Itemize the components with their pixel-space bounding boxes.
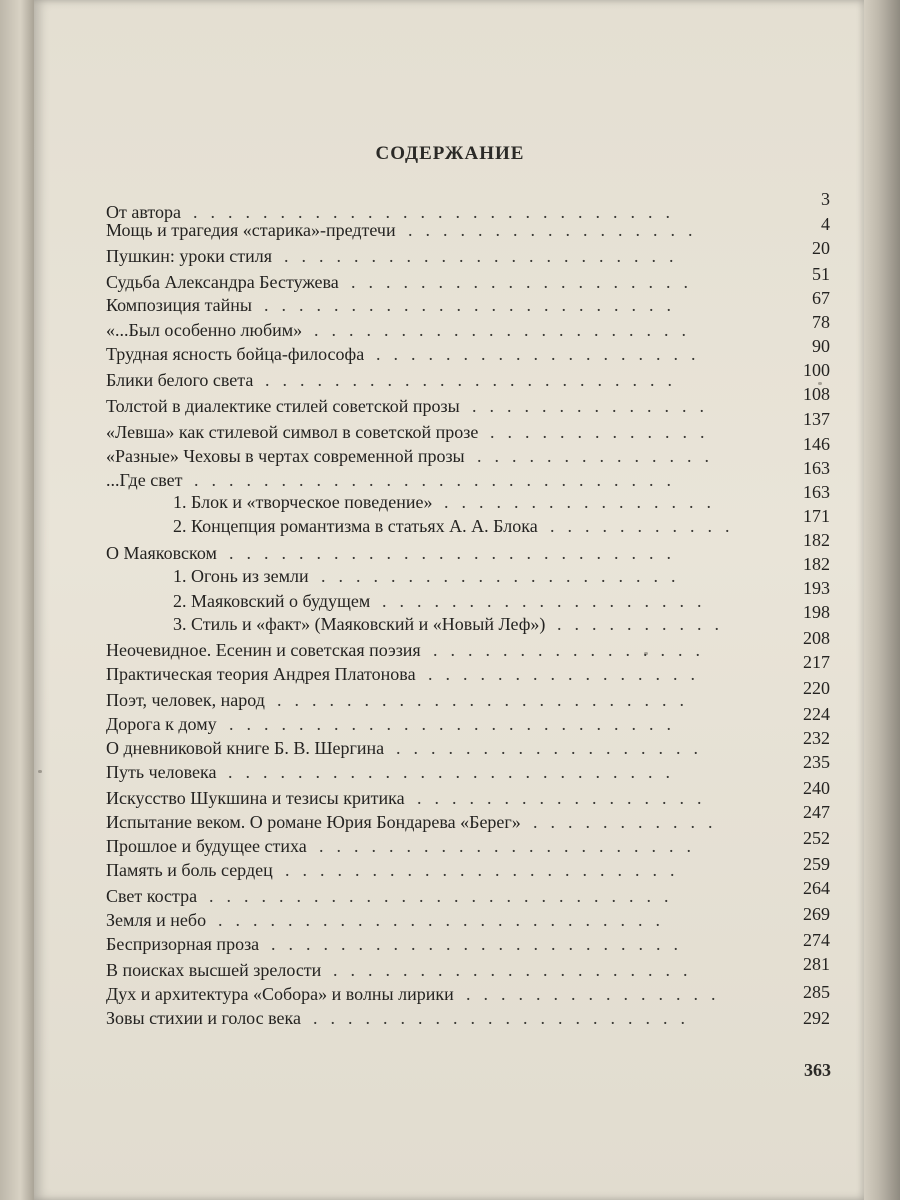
leader-dots: .............. xyxy=(472,396,717,416)
toc-entry-title: Земля и небо xyxy=(106,910,207,930)
leader-dots: ............. xyxy=(490,422,718,442)
toc-entry-page: 224 xyxy=(803,704,830,724)
toc-entry-title: Поэт, человек, народ xyxy=(106,690,265,710)
toc-entry xyxy=(106,728,830,760)
toc-entry-page: 163 xyxy=(803,482,830,502)
toc-entry-title: Испытание веком. О романе Юрия Бондарева «Берег» xyxy=(106,812,521,832)
toc-entry xyxy=(106,954,830,982)
toc-entry-title: 1. Огонь из земли xyxy=(173,566,309,586)
toc-entry-title: Судьба Александра Бестужева xyxy=(106,272,339,292)
toc-entry-title: Свет костра xyxy=(106,886,198,906)
toc-entry-title: 1. Блок и «творческое поведение» xyxy=(173,492,433,512)
toc-entry xyxy=(106,932,830,956)
toc-entry xyxy=(106,409,830,444)
toc-entry-page: 274 xyxy=(803,930,830,950)
toc-entry-title: Неочевидное. Есенин и советская поэзия xyxy=(106,640,421,660)
toc-entry-page: 100 xyxy=(803,360,830,380)
toc-entry xyxy=(106,554,830,588)
leader-dots: ........................ xyxy=(265,370,685,390)
toc-entry xyxy=(106,482,830,514)
toc-entry-title: 3. Стиль и «факт» (Маяковский и «Новый Леф») xyxy=(173,614,546,634)
left-page-edge xyxy=(0,0,34,1200)
toc-entry xyxy=(106,652,830,686)
toc-entry xyxy=(106,1006,830,1030)
toc-entry-page: 292 xyxy=(803,1008,830,1028)
toc-entry-title: Толстой в диалектике стилей советской прозы xyxy=(106,396,460,416)
toc-entry-title: О дневниковой книге Б. В. Шергина xyxy=(106,738,385,758)
toc-entry-page: 217 xyxy=(803,652,830,672)
leader-dots: .......................... xyxy=(228,762,683,782)
leader-dots: ............................ xyxy=(194,470,684,490)
toc-entry-page: 182 xyxy=(803,530,830,550)
leader-dots: ...................... xyxy=(313,1008,698,1028)
toc-entry-page: 146 xyxy=(803,434,830,454)
toc-entry xyxy=(106,214,830,242)
toc-entry-page: 259 xyxy=(803,854,830,874)
leader-dots: .......................... xyxy=(229,543,684,563)
toc-entry-title: Трудная ясность бойца-философа xyxy=(106,344,365,364)
toc-entry-page: 232 xyxy=(803,728,830,748)
toc-entry-page: 269 xyxy=(803,904,830,924)
leader-dots: .................... xyxy=(351,272,701,292)
toc-entry-page: 198 xyxy=(803,602,830,622)
toc-entry-page: 90 xyxy=(812,336,830,356)
toc-entry-title: Беспризорная проза xyxy=(106,934,260,954)
leader-dots: ............................ xyxy=(193,202,683,222)
toc-entry-title: Зовы стихии и голос века xyxy=(106,1008,301,1028)
toc-entry-title: Искусство Шукшина и тезисы критика xyxy=(106,788,405,808)
leader-dots: ........................... xyxy=(209,886,682,906)
toc-entry xyxy=(106,778,830,810)
toc-entry-page: 182 xyxy=(803,554,830,574)
leader-dots: ....................... xyxy=(285,860,688,880)
right-page-edge xyxy=(864,0,900,1200)
toc-entry-title: Дух и архитектура «Собора» и волны лирики xyxy=(106,984,454,1004)
toc-entry-title: Практическая теория Андрея Платонова xyxy=(106,664,416,684)
toc-entry xyxy=(106,336,830,366)
toc-entry xyxy=(106,802,830,834)
page-number: 363 xyxy=(804,1060,831,1080)
toc-entry-page: 3 xyxy=(821,189,830,209)
toc-entry-page: 67 xyxy=(812,288,830,308)
toc-entry-title: Мощь и трагедия «старика»-предтечи xyxy=(106,220,396,240)
toc-entry-title: Блики белого света xyxy=(106,370,254,390)
toc-entry-title: «...Был особенно любим» xyxy=(106,320,303,340)
toc-entry-page: 220 xyxy=(803,678,830,698)
toc-entry xyxy=(106,752,830,784)
toc-entry xyxy=(106,434,830,468)
page-title: СОДЕРЖАНИЕ xyxy=(375,143,525,164)
toc-entry-page: 281 xyxy=(803,954,830,974)
toc-entry xyxy=(106,458,830,492)
toc-entry xyxy=(106,878,830,908)
toc-entry xyxy=(106,506,830,538)
toc-entry xyxy=(106,238,830,268)
toc-entry-page: 208 xyxy=(803,628,830,648)
toc-entry-page: 20 xyxy=(812,238,830,258)
toc-entry-title: О Маяковском xyxy=(106,543,217,563)
leader-dots: ..................... xyxy=(333,960,701,980)
leader-dots: ................ xyxy=(428,664,708,684)
leader-dots: ................. xyxy=(408,220,706,240)
toc-entry-page: 240 xyxy=(803,778,830,798)
toc-entry-title: «Разные» Чеховы в чертах современной прозы xyxy=(106,446,465,466)
toc-entry xyxy=(106,628,830,662)
leader-dots: ........... xyxy=(533,812,726,832)
toc-entry xyxy=(106,904,830,932)
leader-dots: .............. xyxy=(477,446,722,466)
toc-entry xyxy=(106,288,830,317)
leader-dots: ..................... xyxy=(321,566,689,586)
toc-entry-page: 137 xyxy=(803,409,830,429)
toc-entry xyxy=(106,854,830,882)
toc-entry-title: В поисках высшей зрелости xyxy=(106,960,322,980)
toc-entry xyxy=(106,602,830,636)
leader-dots: ....................... xyxy=(284,246,687,266)
toc-entry-page: 163 xyxy=(803,458,830,478)
toc-entry xyxy=(106,384,830,418)
toc-entry-title: Прошлое и будущее стиха xyxy=(106,836,307,856)
toc-entry xyxy=(106,704,830,736)
toc-entry xyxy=(106,828,830,858)
toc-entry xyxy=(106,678,830,712)
toc-entry-page: 235 xyxy=(803,752,830,772)
toc-entry-page: 252 xyxy=(803,828,830,848)
leader-dots: .......................... xyxy=(229,714,684,734)
paper-speck xyxy=(38,770,42,773)
toc-entry-title: 2. Концепция романтизма в статьях А. А. Блока xyxy=(173,516,538,536)
toc-entry-title: От автора xyxy=(106,202,182,222)
leader-dots: ........................ xyxy=(277,690,697,710)
toc-entry-title: Путь человека xyxy=(106,762,217,782)
leader-dots: ................... xyxy=(376,344,709,364)
leader-dots: ........................ xyxy=(264,295,684,315)
leader-dots: .................. xyxy=(396,738,711,758)
leader-dots: ................ xyxy=(433,640,713,660)
toc-entry xyxy=(106,264,830,294)
toc-entry xyxy=(106,360,830,392)
toc-entry-page: 108 xyxy=(803,384,830,404)
toc-entry-page: 247 xyxy=(803,802,830,822)
toc-entry-title: 2. Маяковский о будущем xyxy=(173,591,371,611)
leader-dots: .......................... xyxy=(218,910,673,930)
toc-entry-title: Память и боль сердец xyxy=(106,860,273,880)
toc-entry-page: 4 xyxy=(821,214,830,234)
toc-entry-title: Дорога к дому xyxy=(106,714,217,734)
toc-entry-page: 193 xyxy=(803,578,830,598)
leader-dots: ................. xyxy=(417,788,715,808)
toc-entry-page: 51 xyxy=(812,264,830,284)
toc-entry-title: «Левша» как стилевой символ в советской прозе xyxy=(106,422,479,442)
leader-dots: .......... xyxy=(557,614,732,634)
toc-entry-page: 171 xyxy=(803,506,830,526)
toc-entry-page: 285 xyxy=(803,982,830,1002)
toc-entry-title: ...Где свет xyxy=(106,470,183,490)
toc-entry-page: 264 xyxy=(803,878,830,898)
toc-entry-title: Композиция тайны xyxy=(106,295,253,315)
leader-dots: ........... xyxy=(550,516,743,536)
toc-entry xyxy=(106,530,830,565)
leader-dots: ...................... xyxy=(314,320,699,340)
toc-entry xyxy=(106,312,830,342)
leader-dots: ................... xyxy=(382,591,715,611)
toc-entry xyxy=(106,982,830,1006)
leader-dots: ...................... xyxy=(319,836,704,856)
toc-entry-title: Пушкин: уроки стиля xyxy=(106,246,272,266)
leader-dots: ............... xyxy=(466,984,729,1004)
leader-dots: ........................ xyxy=(271,934,691,954)
toc-entry xyxy=(106,578,830,613)
toc-entry-page: 78 xyxy=(812,312,830,332)
leader-dots: ................ xyxy=(444,492,724,512)
